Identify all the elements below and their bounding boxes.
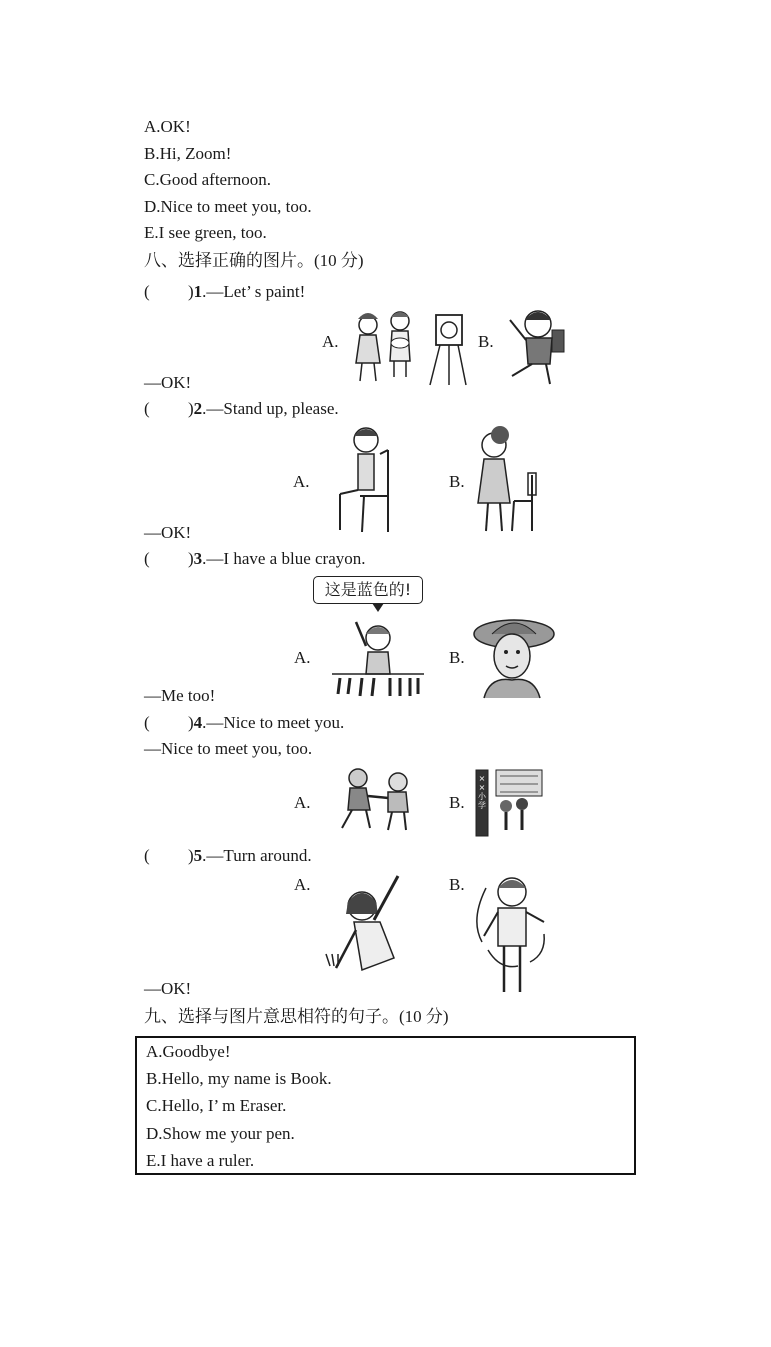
answer-blank[interactable]: ( bbox=[144, 549, 150, 568]
question-5: ( )5.—Turn around. bbox=[144, 846, 312, 865]
q4-option-a-label: A. bbox=[294, 793, 311, 812]
option-e: E.I see green, too. bbox=[144, 223, 267, 242]
sentence-option-b: B.Hello, my name is Book. bbox=[146, 1069, 332, 1088]
q2-option-a-label: A. bbox=[293, 472, 310, 491]
section-9-score: (10 分) bbox=[399, 1007, 449, 1026]
question-4: ( )4.—Nice to meet you. bbox=[144, 713, 345, 732]
sentence-option-e: E.I have a ruler. bbox=[146, 1151, 255, 1170]
q3-reply: —Me too! bbox=[144, 686, 216, 705]
q1-picture-b-walking-boy-icon[interactable] bbox=[500, 306, 570, 388]
answer-blank[interactable]: ( bbox=[144, 282, 150, 301]
q4-picture-b-school-gate-icon[interactable] bbox=[470, 766, 546, 838]
q1-option-b-label: B. bbox=[478, 332, 494, 351]
q5-option-b-label: B. bbox=[449, 875, 465, 894]
sentence-option-a: A.Goodbye! bbox=[146, 1042, 231, 1061]
section-8-title: 八、选择正确的图片。 bbox=[144, 251, 314, 271]
q5-picture-a-touching-ground-icon[interactable] bbox=[322, 870, 412, 980]
q1-option-a-label: A. bbox=[322, 332, 339, 351]
q5-option-a-label: A. bbox=[294, 875, 311, 894]
answer-blank[interactable]: ( bbox=[144, 846, 150, 865]
question-3: ( )3.—I have a blue crayon. bbox=[144, 549, 366, 568]
q3-option-a-label: A. bbox=[294, 648, 311, 667]
speech-bubble: 这是蓝色的! bbox=[313, 576, 423, 604]
q1-picture-a-painting-icon[interactable] bbox=[350, 305, 470, 387]
sentence-options-box bbox=[135, 1036, 636, 1175]
q2-reply: —OK! bbox=[144, 523, 192, 542]
section-8-heading bbox=[144, 250, 364, 272]
question-2: ( )2.—Stand up, please. bbox=[144, 399, 339, 418]
answer-blank[interactable]: ( bbox=[144, 399, 150, 418]
q4-picture-a-handshake-icon[interactable] bbox=[336, 766, 420, 834]
section-9-heading bbox=[144, 1006, 449, 1028]
school-sign: ××小学 bbox=[478, 774, 486, 810]
sentence-option-c: C.Hello, I’ m Eraser. bbox=[146, 1096, 287, 1115]
section-8-score: (10 分) bbox=[314, 251, 364, 270]
q5-reply: —OK! bbox=[144, 979, 192, 998]
q4-reply: —Nice to meet you, too. bbox=[144, 739, 313, 758]
option-c: C.Good afternoon. bbox=[144, 170, 272, 189]
option-a: A.OK! bbox=[144, 117, 191, 136]
section-9-title: 九、选择与图片意思相符的句子。 bbox=[144, 1007, 399, 1027]
q2-picture-a-sitting-boy-icon[interactable] bbox=[330, 424, 396, 536]
q2-picture-b-standing-girl-icon[interactable] bbox=[470, 425, 542, 535]
sentence-option-d: D.Show me your pen. bbox=[146, 1124, 295, 1143]
q2-option-b-label: B. bbox=[449, 472, 465, 491]
q4-option-b-label: B. bbox=[449, 793, 465, 812]
q3-picture-b-woman-hat-icon[interactable] bbox=[470, 612, 558, 702]
option-d: D.Nice to meet you, too. bbox=[144, 197, 312, 216]
question-1: ( )1.—Let’ s paint! bbox=[144, 282, 306, 301]
q3-picture-a-crayons-icon[interactable] bbox=[332, 612, 424, 702]
answer-blank[interactable]: ( bbox=[144, 713, 150, 732]
q1-reply: —OK! bbox=[144, 373, 192, 392]
q3-option-b-label: B. bbox=[449, 648, 465, 667]
option-b: B.Hi, Zoom! bbox=[144, 144, 232, 163]
q5-picture-b-turning-around-icon[interactable] bbox=[468, 870, 552, 996]
